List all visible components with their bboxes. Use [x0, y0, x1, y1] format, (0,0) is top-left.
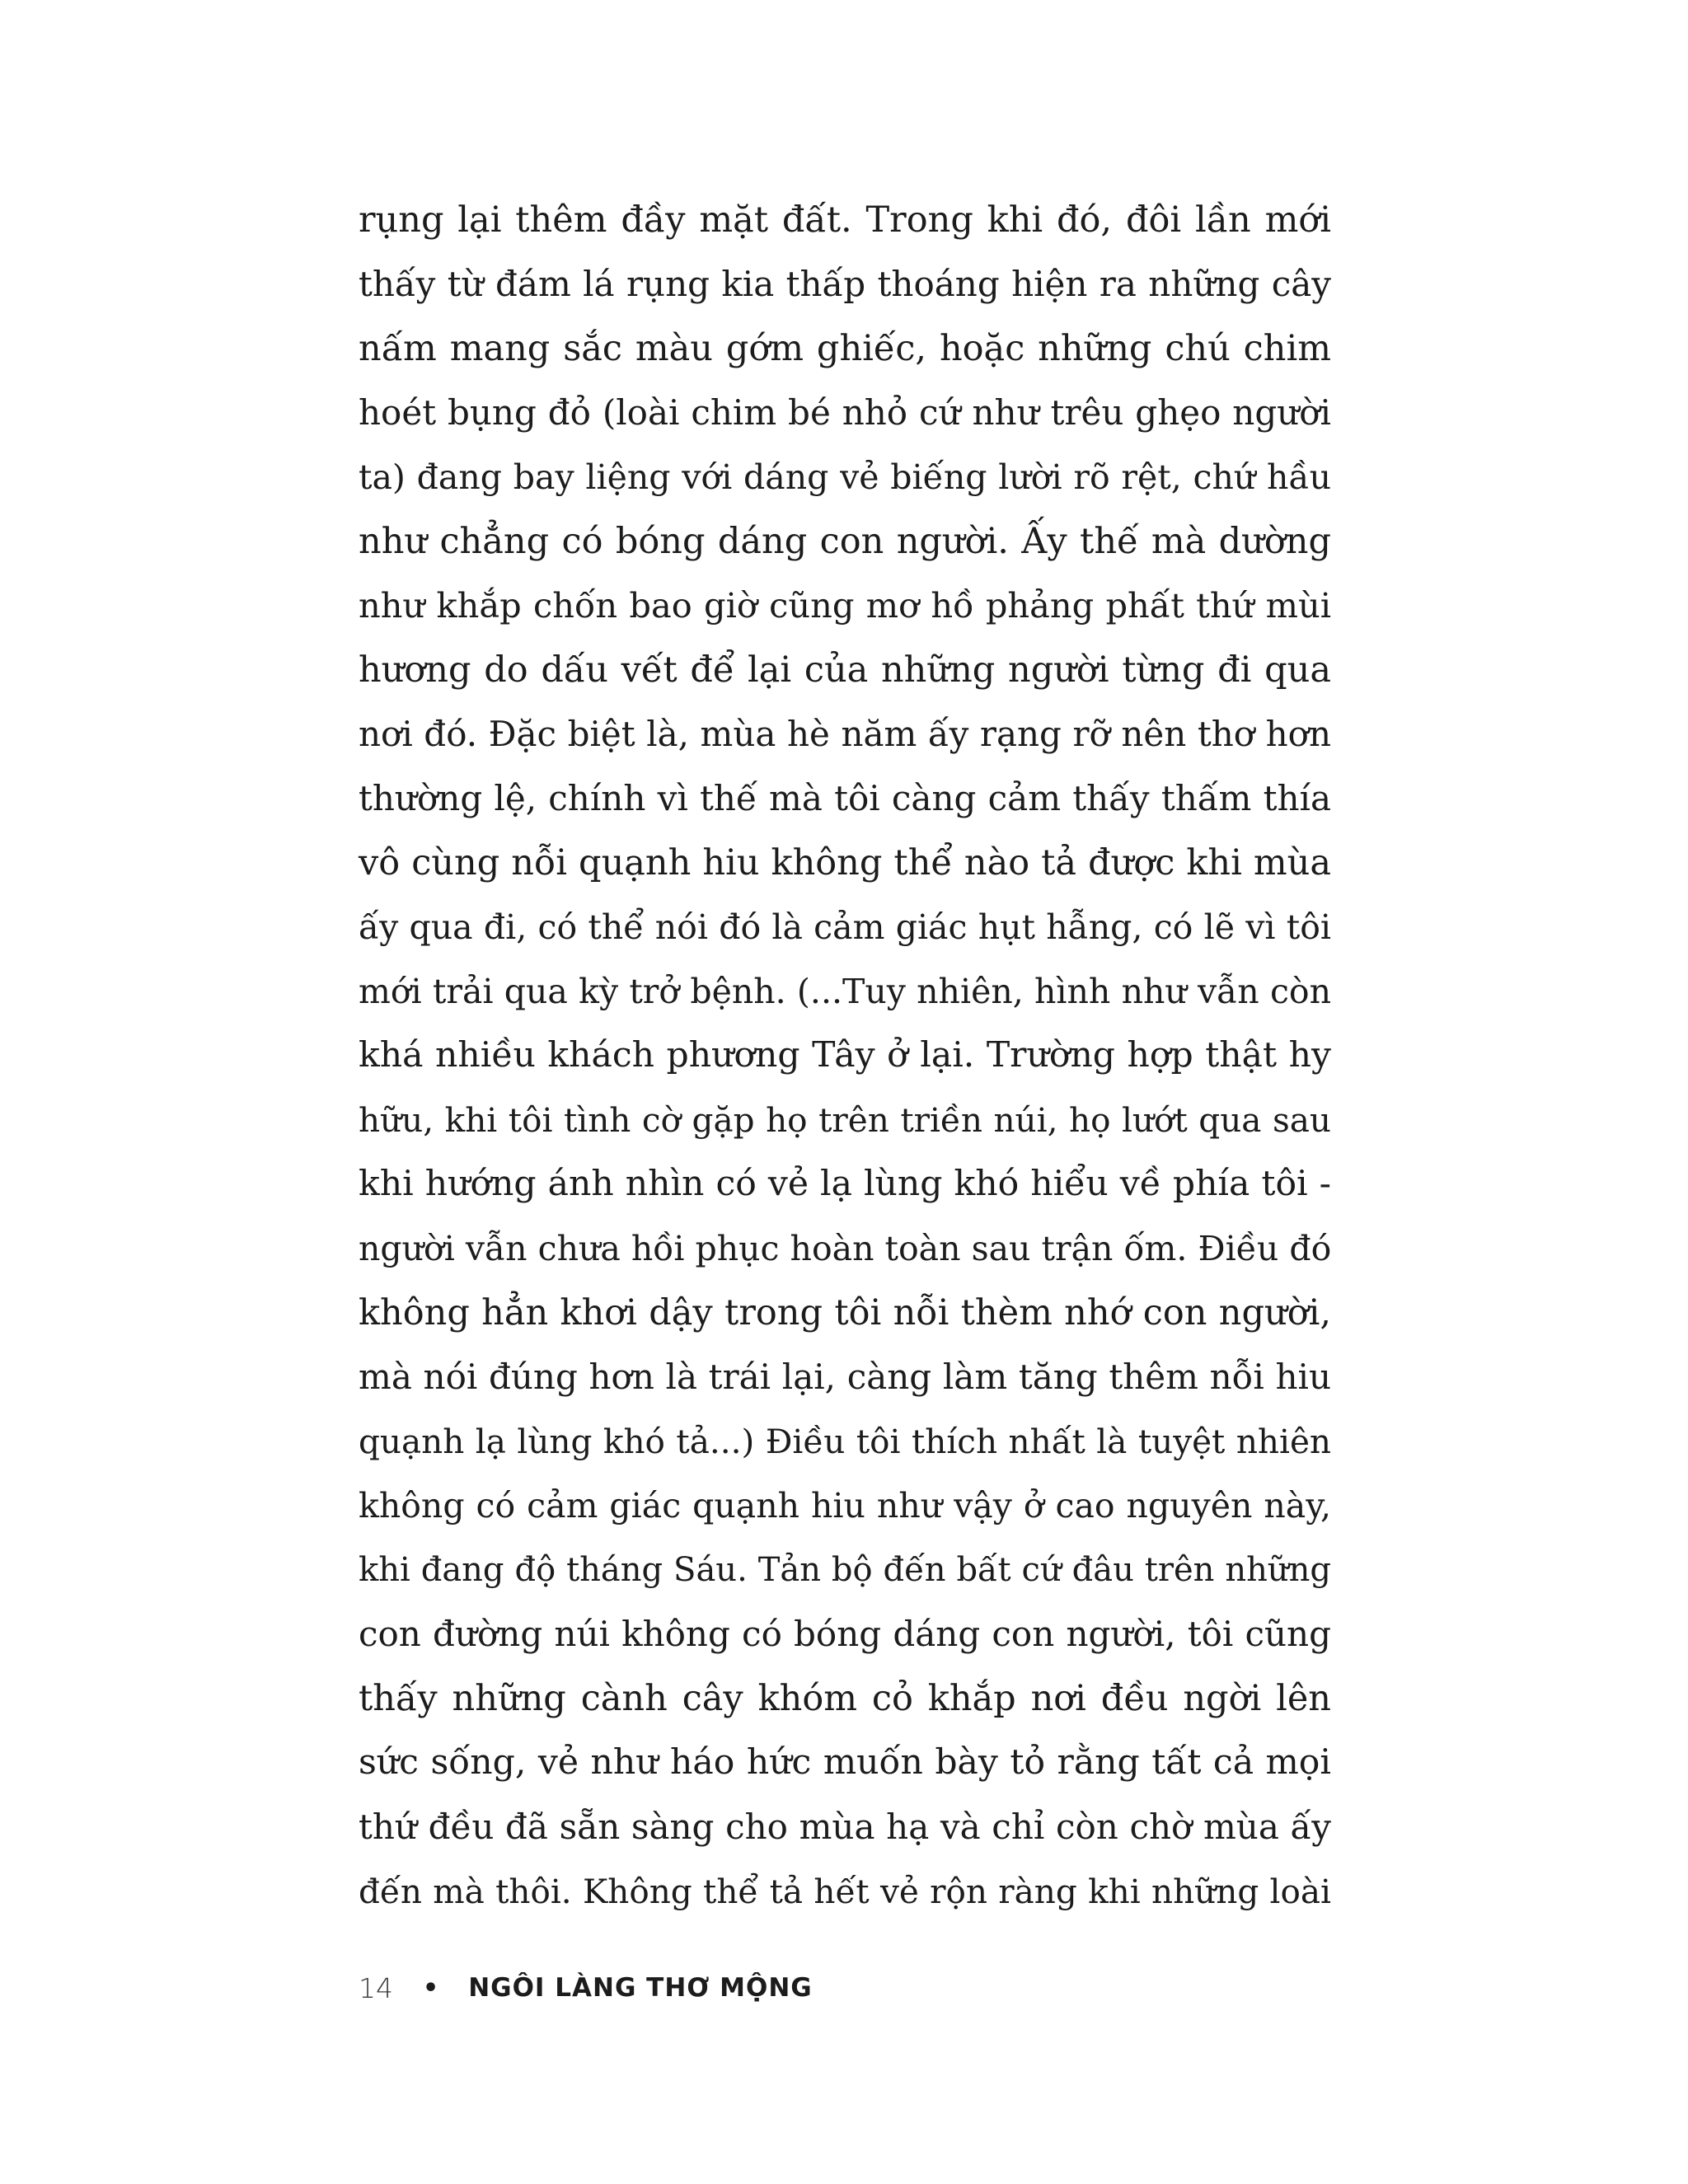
text-line: thứ đều đã sẵn sàng cho mùa hạ và chỉ còn chờ mùa ấy [359, 1807, 1331, 1847]
text-line: người vẫn chưa hồi phục hoàn toàn sau trận ốm. Điều đó [359, 1229, 1332, 1268]
text-line: ấy qua đi, có thể nói đó là cảm giác hụt hẫng, có lẽ vì tôi [359, 907, 1331, 947]
text-line: thấy từ đám lá rụng kia thấp thoáng hiện ra những cây [359, 264, 1331, 304]
text-line: như chẳng có bóng dáng con người. Ấy thế mà dường [359, 521, 1331, 562]
text-line: như khắp chốn bao giờ cũng mơ hồ phảng phất thứ mùi [359, 585, 1331, 626]
body-paragraph [359, 188, 1331, 1924]
text-line: nấm mang sắc màu gớm ghiếc, hoặc những chú chim [359, 328, 1331, 369]
text-line: quạnh lạ lùng khó tả...) Điều tôi thích nhất là tuyệt nhiên [359, 1422, 1331, 1461]
text-line: mới trải qua kỳ trở bệnh. (...Tuy nhiên, hình như vẫn còn [359, 972, 1331, 1011]
text-line: khi đang độ tháng Sáu. Tản bộ đến bất cứ đâu trên những [359, 1551, 1331, 1589]
footer-separator: • [423, 1973, 439, 2003]
text-line: không có cảm giác quạnh hiu như vậy ở cao nguyên này, [359, 1486, 1331, 1526]
text-line: hương do dấu vết để lại của những người từng đi qua [359, 649, 1331, 691]
page-footer [359, 1967, 813, 2008]
text-line: con đường núi không có bóng dáng con người, tôi cũng [359, 1614, 1331, 1654]
text-line: mà nói đúng hơn là trái lại, càng làm tăng thêm nỗi hiu [359, 1357, 1331, 1397]
text-line: ta) đang bay liệng với dáng vẻ biếng lười rõ rệt, chứ hầu [359, 457, 1331, 497]
text-line: rụng lại thêm đầy mặt đất. Trong khi đó, đôi lần mới [359, 199, 1331, 241]
text-line: không hẳn khơi dậy trong tôi nỗi thèm nhớ con người, [359, 1292, 1331, 1333]
text-line: vô cùng nỗi quạnh hiu không thể nào tả được khi mùa [359, 842, 1331, 883]
running-title: NGÔI LÀNG THƠ MỘNG [468, 1973, 813, 2003]
text-line: thường lệ, chính vì thế mà tôi càng cảm thấy thấm thía [359, 778, 1331, 818]
text-line: đến mà thôi. Không thể tả hết vẻ rộn ràng khi những loài [359, 1872, 1331, 1911]
text-line: sức sống, vẻ như háo hức muốn bày tỏ rằng tất cả mọi [359, 1742, 1331, 1783]
text-line: hoét bụng đỏ (loài chim bé nhỏ cứ như trêu ghẹo người [359, 392, 1331, 433]
text-line: nơi đó. Đặc biệt là, mùa hè năm ấy rạng rỡ nên thơ hơn [359, 714, 1331, 754]
page-number: 14 [359, 1971, 393, 2004]
text-line: thấy những cành cây khóm cỏ khắp nơi đều ngời lên [359, 1678, 1331, 1719]
text-line: hữu, khi tôi tình cờ gặp họ trên triền núi, họ lướt qua sau [359, 1100, 1331, 1140]
text-line: khi hướng ánh nhìn có vẻ lạ lùng khó hiểu về phía tôi - [359, 1164, 1331, 1204]
text-line: khá nhiều khách phương Tây ở lại. Trường hợp thật hy [359, 1035, 1331, 1076]
